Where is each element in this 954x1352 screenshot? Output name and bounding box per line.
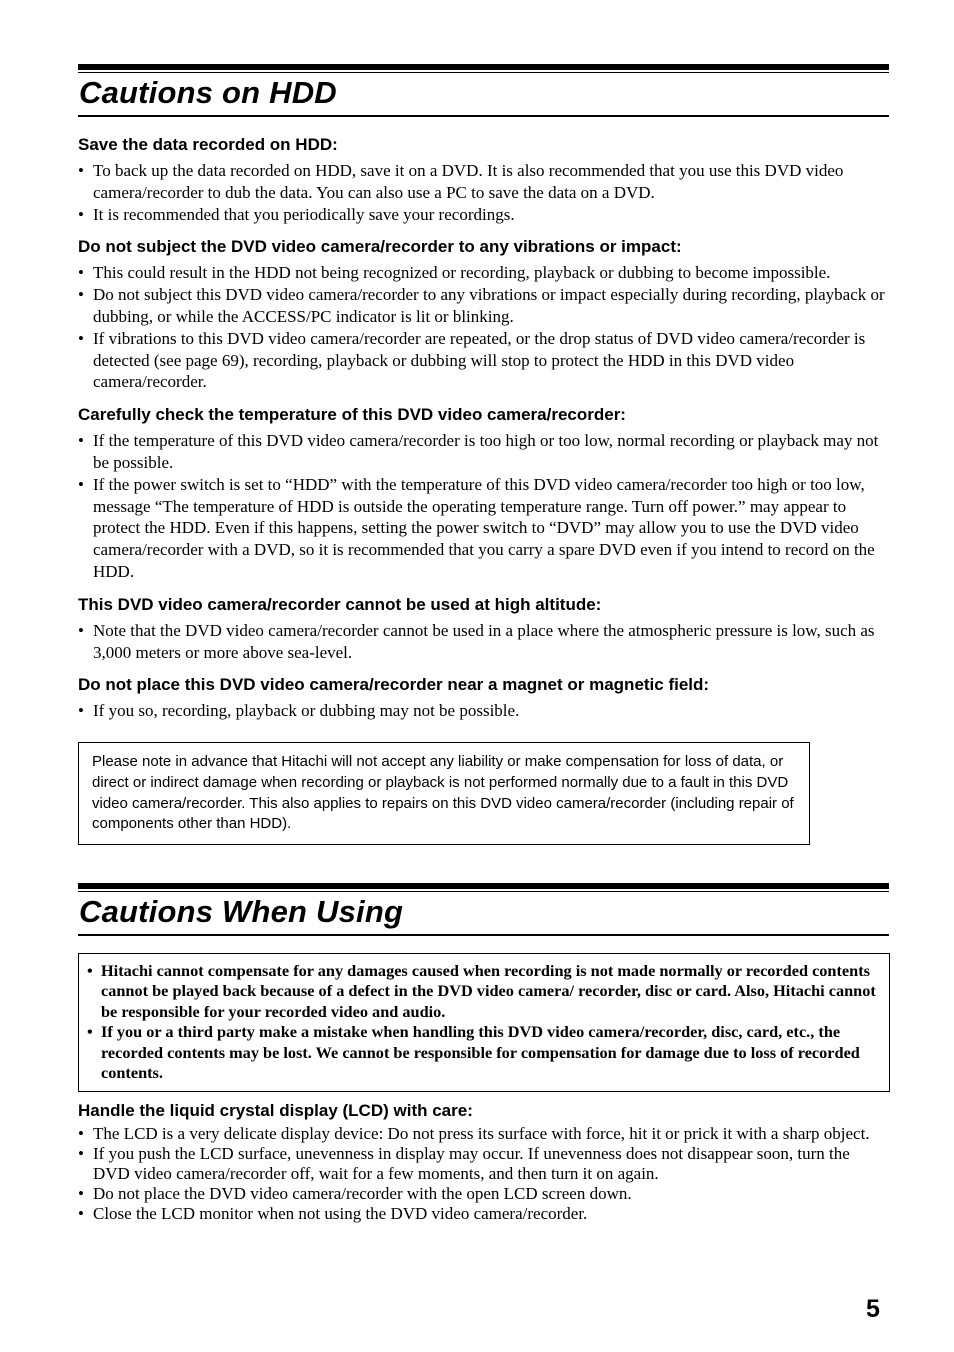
bullet-list <box>78 160 889 225</box>
caution-group-altitude <box>78 594 889 664</box>
header-rule-bottom <box>78 934 889 936</box>
bullet-item: • Do not place the DVD video camera/recorder with the open LCD screen down. <box>78 1184 889 1204</box>
liability-note-box: Please note in advance that Hitachi will not accept any liability or make compensation for loss of data, or direct or indirect damage when recording or playback is not performed normally due to a fault in this DVD video camera/recorder. This also applies to repairs on this DVD video camera/recorder (including repair of components other than HDD). <box>78 742 810 845</box>
warning-item: • Hitachi cannot compensate for any damages caused when recording is not made normally or recorded contents cannot be played back because of a defect in the DVD video camera/ recorder, disc or card. Also, Hitachi cannot be responsible for your recorded video and audio. <box>87 961 877 1023</box>
bullet-item: • If you so, recording, playback or dubbing may not be possible. <box>78 700 889 722</box>
bullet-item: • The LCD is a very delicate display device: Do not press its surface with force, hit it or prick it with a sharp object. <box>78 1124 889 1144</box>
bullet-list <box>78 700 889 722</box>
bullet-item: • If you push the LCD surface, unevenness in display may occur. If unevenness does not disappear soon, turn the DVD video camera/recorder off, wait for a few moments, and then turn it on again. <box>78 1144 889 1184</box>
header-rule-thick <box>78 64 889 70</box>
subheading: This DVD video camera/recorder cannot be used at high altitude: <box>78 594 602 614</box>
subheading: Handle the liquid crystal display (LCD) with care: <box>78 1100 473 1120</box>
bullet-item: • It is recommended that you periodically save your recordings. <box>78 204 889 226</box>
caution-group-save-data <box>78 134 889 225</box>
bullet-item: • To back up the data recorded on HDD, save it on a DVD. It is also recommended that you use this DVD video camera/recorder to dub the data. You can also use a PC to save the data on a DVD. <box>78 160 889 204</box>
bullet-item: • This could result in the HDD not being recognized or recording, playback or dubbing to become impossible. <box>78 262 889 284</box>
bullet-item: • Do not subject this DVD video camera/recorder to any vibrations or impact especially during recording, playback or dubbing, or while the ACCESS/PC indicator is lit or blinking. <box>78 284 889 328</box>
section-title-using: Cautions When Using <box>79 893 404 929</box>
bullet-list <box>78 430 889 583</box>
header-rule-bottom <box>78 115 889 117</box>
bullet-list <box>78 262 889 393</box>
bullet-list <box>78 620 889 664</box>
bullet-item: • If vibrations to this DVD video camera/recorder are repeated, or the drop status of DVD video camera/recorder is detected (see page 69), recording, playback or dubbing will stop to protect the HDD in this DVD video camera/recorder. <box>78 328 889 393</box>
caution-group-vibrations <box>78 236 889 393</box>
subheading: Do not subject the DVD video camera/recorder to any vibrations or impact: <box>78 237 682 257</box>
compensation-warning-box <box>78 953 890 1092</box>
subheading: Do not place this DVD video camera/recorder near a magnet or magnetic field: <box>78 675 710 695</box>
section-header-hdd <box>78 64 889 117</box>
section-title-hdd: Cautions on HDD <box>79 75 337 110</box>
page-number: 5 <box>866 1295 880 1323</box>
section-header-using <box>78 883 889 936</box>
manual-page <box>78 64 889 1224</box>
caution-group-lcd <box>78 1100 889 1224</box>
caution-group-temperature <box>78 404 889 583</box>
bullet-item: • If the power switch is set to “HDD” with the temperature of this DVD video camera/recorder too high or too low, message “The temperature of HDD is outside the operating temperature range. Turn off power.” may appear to protect the HDD. Even if this happens, setting the power switch to “DVD” may allow you to use the DVD video camera/recorder with a DVD, so it is recommended that you carry a spare DVD even if you intend to record on the HDD. <box>78 474 889 583</box>
subheading: Save the data recorded on HDD: <box>78 135 338 154</box>
bullet-list <box>78 1124 889 1224</box>
caution-group-magnet <box>78 674 889 722</box>
warning-item: • If you or a third party make a mistake when handling this DVD video camera/recorder, disc, card, etc., the recorded contents may be lost. We cannot be responsible for compensation for damage due to loss of recorded contents. <box>87 1022 877 1084</box>
subheading: Carefully check the temperature of this DVD video camera/recorder: <box>78 405 626 425</box>
header-rule-thick <box>78 883 889 889</box>
bullet-item: • If the temperature of this DVD video camera/recorder is too high or too low, normal recording or playback may not be possible. <box>78 430 889 474</box>
warning-list <box>87 961 877 1084</box>
bullet-item: • Close the LCD monitor when not using the DVD video camera/recorder. <box>78 1204 889 1224</box>
bullet-item: • Note that the DVD video camera/recorder cannot be used in a place where the atmospheric pressure is low, such as 3,000 meters or more above sea-level. <box>78 620 889 664</box>
